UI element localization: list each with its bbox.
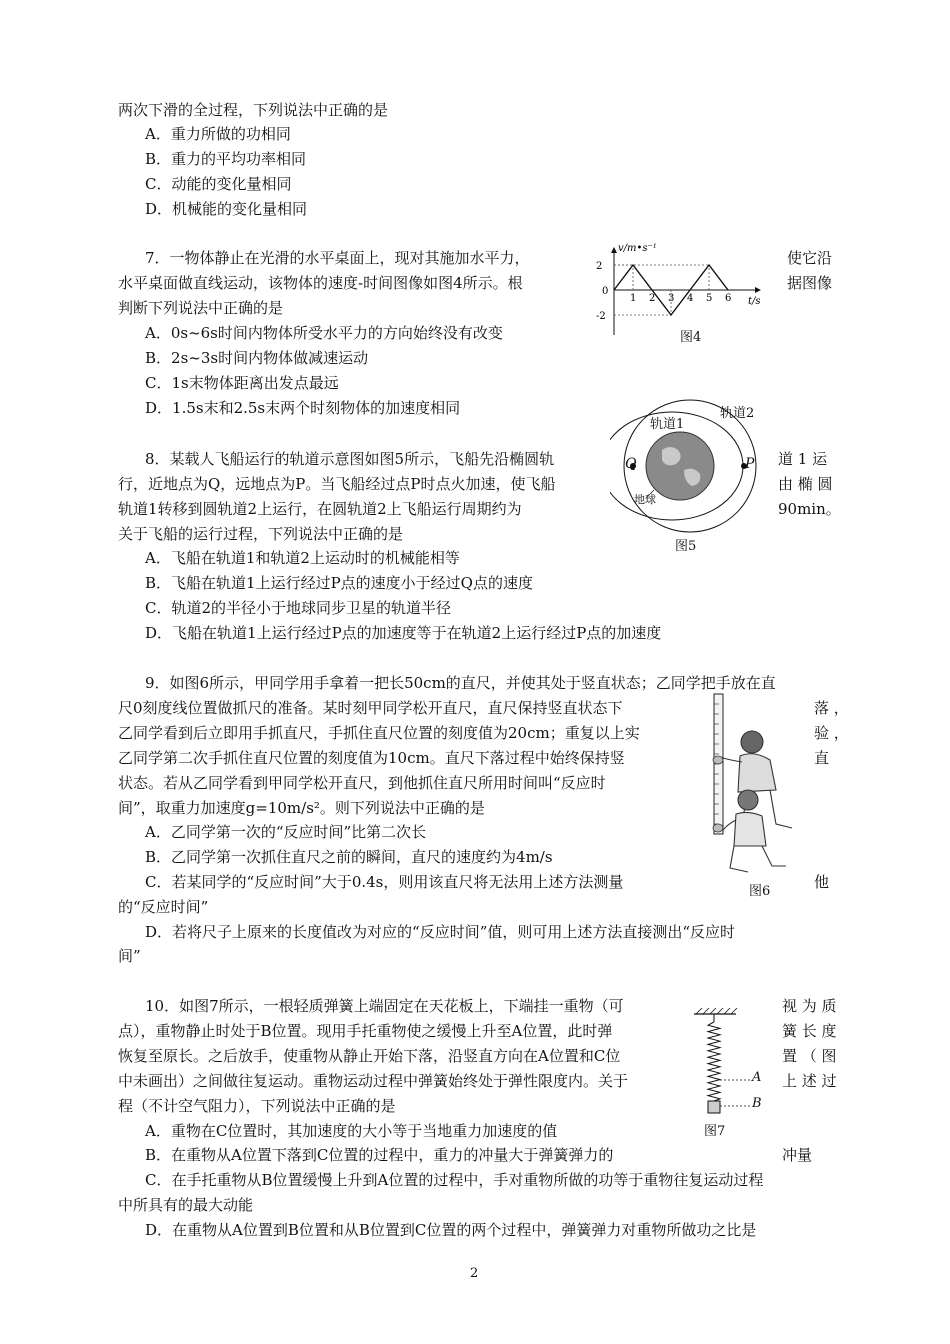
q7-option-c: C．1s末物体距离出发点最远: [145, 374, 339, 392]
orbit2-label: 轨道2: [720, 406, 755, 421]
earth-globe: [646, 432, 714, 500]
page-number: 2: [470, 1266, 479, 1281]
earth-label: 地球: [634, 493, 656, 506]
q10-stem-line1-right: 视 为 质: [782, 997, 837, 1015]
q9-option-c-cont: 的“反应时间”: [118, 898, 209, 916]
q8-option-c: C．轨道2的半径小于地球同步卫星的轨道半径: [145, 599, 452, 617]
figure6-caption: 图6: [749, 884, 771, 899]
q6-option-a: A．重力所做的功相同: [145, 125, 291, 143]
q10-stem-line3-right: 置 （ 图: [782, 1047, 837, 1065]
student-b-figure: [723, 790, 786, 872]
x-tick-label: 5: [706, 293, 713, 304]
q8-stem-line1: 8．某载人飞船运行的轨道示意图如图5所示，飞船先沿椭圆轨: [145, 450, 555, 468]
position-b-label: B: [752, 1096, 762, 1111]
spring-coil: [708, 1022, 720, 1101]
q8-option-d: D．飞船在轨道1上运行经过P点的加速度等于在轨道2上运行经过P点的加速度: [145, 624, 662, 642]
q7-stem-line1-right: 使它沿: [787, 249, 833, 267]
q10-stem-line4-right: 上 述 过: [782, 1072, 837, 1090]
q6-option-d: D．机械能的变化量相同: [145, 200, 308, 218]
weight-block: [708, 1101, 720, 1113]
q10-option-c: C．在手托重物从B位置缓慢上升到A位置的过程中，手对重物所做的功等于重物往复运动过程: [145, 1171, 764, 1189]
q8-stem-line4: 关于飞船的运行过程，下列说法中正确的是: [118, 525, 404, 543]
y-axis-label: v/m•s⁻¹: [618, 243, 657, 254]
q7-option-b: B．2s~3s时间内物体做减速运动: [145, 349, 369, 367]
q9-option-c-right: 他: [814, 873, 830, 891]
hand-ready-to-catch: [713, 824, 723, 832]
q9-stem-line2: 尺0刻度线位置做抓尺的准备。某时刻甲同学松开直尺，直尺保持竖直状态下: [118, 699, 623, 717]
q7-option-d: D．1.5s末和2.5s末两个时刻物体的加速度相同: [145, 399, 461, 417]
q7-stem-line1: 7．一物体静止在光滑的水平桌面上，现对其施加水平力，: [145, 249, 530, 267]
orbit1-label: 轨道1: [650, 417, 685, 432]
ceiling-hatch: [696, 1008, 737, 1014]
position-a-label: A: [752, 1070, 762, 1085]
student-a-figure: [723, 731, 792, 828]
intro-text: 两次下滑的全过程，下列说法中正确的是: [118, 101, 389, 119]
q9-stem-line6: 间”，取重力加速度g=10m/s²。则下列说法中正确的是: [118, 799, 485, 817]
q6-option-c: C．动能的变化量相同: [145, 175, 292, 193]
figure6-ruler-illustration: [700, 690, 805, 880]
x-tick-label: 2: [649, 293, 656, 304]
x-tick-label: 6: [725, 293, 732, 304]
y-tick-neg2: -2: [596, 311, 606, 322]
q10-stem-line3: 恢复至原长。之后放手，使重物从静止开始下落，沿竖直方向在A位置和C位: [118, 1047, 621, 1065]
q8-option-b: B．飞船在轨道1上运行经过P点的速度小于经过Q点的速度: [145, 574, 533, 592]
q10-option-a: A．重物在C位置时，其加速度的大小等于当地重力加速度的值: [145, 1122, 558, 1140]
figure4-caption: 图4: [680, 330, 702, 345]
q7-stem-line3: 判断下列说法中正确的是: [118, 299, 284, 317]
q10-option-b-right: 冲量: [782, 1146, 813, 1164]
q9-stem-line3-right: 验 ，: [814, 724, 849, 742]
q7-option-a: A．0s~6s时间内物体所受水平力的方向始终没有改变: [145, 324, 503, 342]
q10-stem-line2: 点），重物静止时处于B位置。现用手托重物使之缓慢上升至A位置，此时弹: [118, 1022, 613, 1040]
q9-stem-line1: 9．如图6所示，甲同学用手拿着一把长50cm的直尺，并使其处于竖直状态；乙同学把手放在直: [145, 674, 776, 692]
q8-stem-line3: 轨道1转移到圆轨道2上运行，在圆轨道2上飞船运行周期约为: [118, 500, 522, 518]
q9-stem-line4: 乙同学第二次手抓住直尺位置的刻度值为10cm。直尺下落过程中始终保持竖: [118, 749, 625, 767]
point-q-label: Q: [625, 456, 637, 472]
q10-stem-line5: 程（不计空气阻力），下列说法中正确的是: [118, 1097, 396, 1115]
q9-option-d: D．若将尺子上原来的长度值改为对应的“反应时间”值，则可用上述方法直接测出“反应时: [145, 923, 736, 941]
q10-option-c-cont: 中所具有的最大动能: [118, 1196, 254, 1214]
q7-stem-line2: 水平桌面做直线运动，该物体的速度-时间图像如图4所示。根: [118, 274, 523, 292]
q10-stem-line2-right: 簧 长 度: [782, 1022, 837, 1040]
q8-stem-line2-right: 由 椭 圆: [778, 475, 833, 493]
q10-stem-line4: 中未画出）之间做往复运动。重物运动过程中弹簧始终处于弹性限度内。关于: [118, 1072, 629, 1090]
q8-stem-line1-right: 道 1 运: [778, 450, 828, 468]
q10-option-b: B．在重物从A位置下落到C位置的过程中，重力的冲量大于弹簧弹力的: [145, 1146, 614, 1164]
q9-stem-line5: 状态。若从乙同学看到甲同学松开直尺，到他抓住直尺所用时间叫“反应时: [118, 774, 606, 792]
q8-option-a: A．飞船在轨道1和轨道2上运动时的机械能相等: [145, 549, 460, 567]
q10-stem-line1: 10．如图7所示，一根轻质弹簧上端固定在天花板上，下端挂一重物（可: [145, 997, 624, 1015]
x-tick-label: 3: [668, 293, 675, 304]
q7-stem-line2-right: 据图像: [787, 274, 833, 292]
q6-option-b: B．重力的平均功率相同: [145, 150, 307, 168]
q8-stem-line3-right: 90min。: [778, 500, 841, 518]
figure5-caption: 图5: [675, 539, 697, 554]
y-tick-2: 2: [596, 261, 603, 272]
q10-option-d: D．在重物从A位置到B位置和从B位置到C位置的两个过程中，弹簧弹力对重物所做功之比是: [145, 1221, 757, 1239]
x-tick-label: 4: [687, 293, 694, 304]
q8-stem-line2: 行，近地点为Q，远地点为P。当飞船经过点P时点火加速，使飞船: [118, 475, 556, 493]
x-tick-label: 1: [630, 293, 637, 304]
q9-stem-line3: 乙同学看到后立即用手抓直尺，手抓住直尺位置的刻度值为20cm；重复以上实: [118, 724, 640, 742]
q9-option-b: B．乙同学第一次抓住直尺之前的瞬间，直尺的速度约为4m/s: [145, 848, 553, 866]
y-tick-0: 0: [602, 286, 609, 297]
point-p-label: P: [745, 456, 755, 472]
q9-stem-line4-right: 直: [814, 749, 830, 767]
figure7-caption: 图7: [704, 1124, 726, 1139]
q9-option-c: C．若某同学的“反应时间”大于0.4s，则用该直尺将无法用上述方法测量: [145, 873, 624, 891]
q9-option-a: A．乙同学第一次的“反应时间”比第二次长: [145, 823, 427, 841]
hand-holding-ruler: [713, 756, 723, 764]
x-axis-label: t/s: [748, 296, 761, 307]
q9-option-d-cont: 间”: [118, 947, 141, 965]
q9-stem-line2-right: 落 ，: [814, 699, 849, 717]
